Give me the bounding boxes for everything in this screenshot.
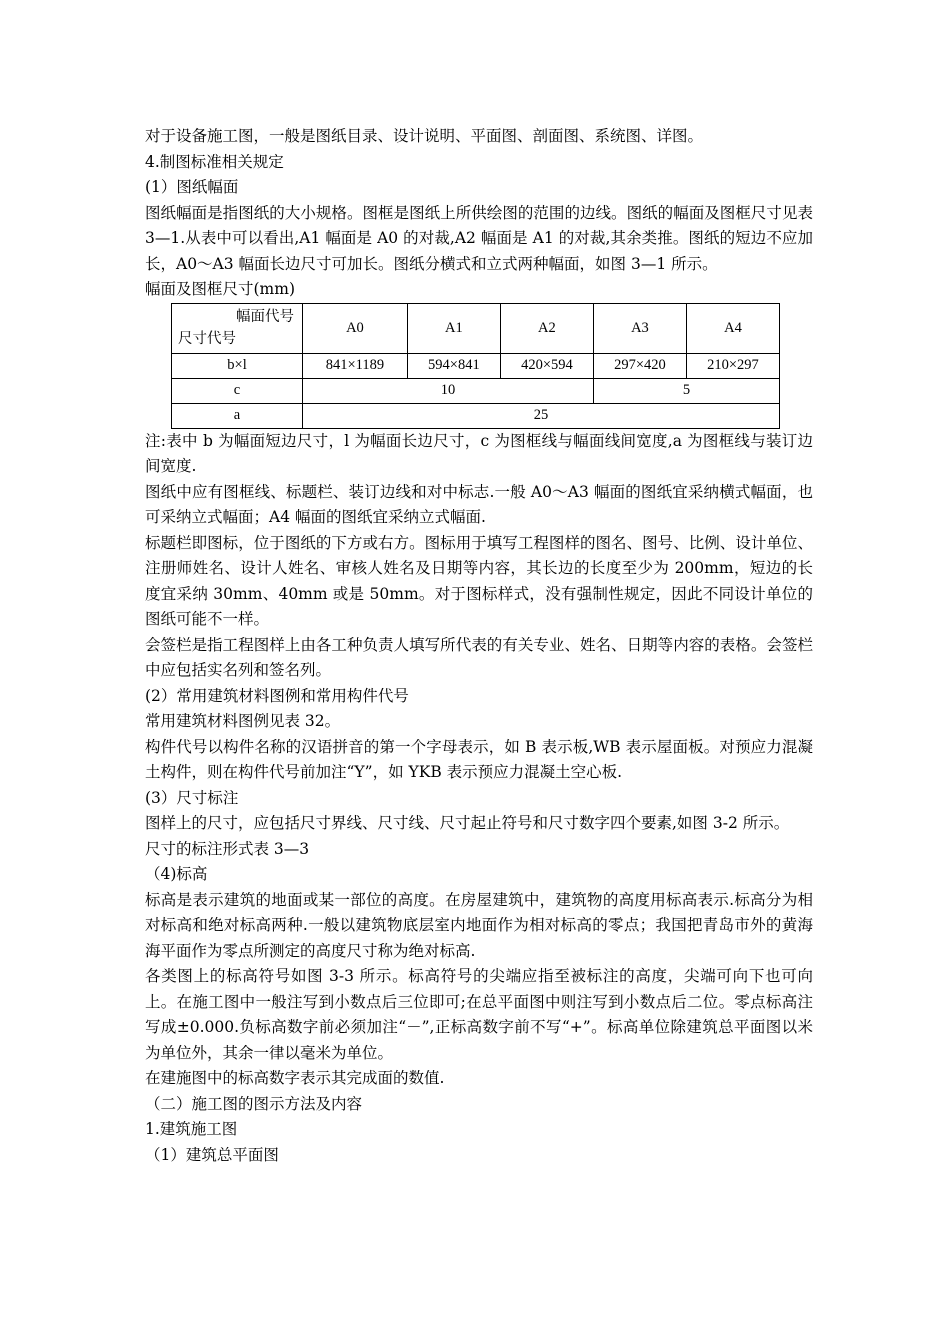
table-row [172,403,780,428]
table-corner-cell [172,303,303,353]
subsection-heading: （1）建筑总平面图 [145,1145,279,1164]
table-cell: 10 [303,378,594,403]
column-header: A2 [500,303,593,353]
paragraph: 会签栏是指工程图样上由各工种负责人填写所代表的有关专业、姓名、日期等内容的表格。会签栏中应包括实名列和签名列。 [145,635,813,679]
subsection-heading: (3）尺寸标注 [145,788,239,807]
section-heading: 4.制图标准相关规定 [145,152,284,171]
paragraph: 图纸幅面是指图纸的大小规格。图框是图纸上所供绘图的范围的边线。图纸的幅面及图框尺寸见表 3—1.从表中可以看出,A1 幅面是 A0 的对裁,A2 幅面是 A1 的对裁,其余类推。图纸的短边不应加长，A0～A3 幅面长边尺寸可加长。图纸分横式和立式两种幅面，如图 3—1 所示。 [145,203,813,273]
table-cell: 210×297 [686,353,779,378]
paragraph: 尺寸的标注形式表 3—3 [145,839,310,858]
corner-top-label: 幅面代号 [236,309,294,325]
table-row [172,353,780,378]
table-cell: 841×1189 [303,353,408,378]
paragraph: 标题栏即图标，位于图纸的下方或右方。图标用于填写工程图样的图名、图号、比例、设计单位、注册师姓名、设计人姓名、审核人姓名及日期等内容，其长边的长度至少为 200mm，短边的长度宜采纳 30mm、40mm 或是 50mm。对于图标样式，没有强制性规定，因此不同设计单位的图纸可能不一样。 [145,533,813,628]
paragraph: 常用建筑材料图例见表 32。 [145,712,341,730]
column-header: A0 [303,303,408,353]
paper-size-table [171,303,780,429]
column-header: A3 [593,303,686,353]
row-label: a [172,403,303,428]
paragraph: 对于设备施工图，一般是图纸目录、设计说明、平面图、剖面图、系统图、详图。 [145,127,704,145]
section-heading: 1.建筑施工图 [145,1120,238,1138]
paragraph: 标高是表示建筑的地面或某一部位的高度。在房屋建筑中，建筑物的高度用标高表示.标高分为相对标高和绝对标高两种.一般以建筑物底层室内地面作为相对标高的零点；我国把青岛市外的黄海海平面作为零点所测定的高度尺寸称为绝对标高. [145,890,813,960]
table-cell: 420×594 [500,353,593,378]
subsection-heading: （4)标高 [145,865,208,883]
table-row [172,378,780,403]
column-header: A1 [407,303,500,353]
column-header: A4 [686,303,779,353]
table-header-row [172,303,780,353]
document-page [145,124,813,1168]
table-cell: 5 [593,378,779,403]
subsection-heading: (1）图纸幅面 [145,178,239,196]
section-heading: （二）施工图的图示方法及内容 [145,1094,363,1113]
row-label: b×l [172,353,303,378]
table-cell: 297×420 [593,353,686,378]
table-cell: 594×841 [407,353,500,378]
row-label: c [172,378,303,403]
paragraph: 图样上的尺寸，应包括尺寸界线、尺寸线、尺寸起止符号和尺寸数字四个要素,如图 3-2 所示。 [145,814,790,832]
paragraph: 各类图上的标高符号如图 3-3 所示。标高符号的尖端应指至被标注的高度，尖端可向下也可向上。在施工图中一般注写到小数点后三位即可;在总平面图中则注写到小数点后二位。零点标高注写成±0.000.负标高数字前必须加注“－”,正标高数字前不写“+”。标高单位除建筑总平面图以米为单位外，其余一律以毫米为单位。 [145,967,813,1062]
table-caption: 幅面及图框尺寸(mm) [145,280,295,298]
paragraph: 构件代号以构件名称的汉语拼音的第一个字母表示，如 B 表示板,WB 表示屋面板。对预应力混凝土构件，则在构件代号前加注“Y”，如 YKB 表示预应力混凝土空心板. [145,737,813,781]
corner-bottom-label: 尺寸代号 [178,331,236,347]
table-cell: 25 [303,403,780,428]
paragraph: 在建施图中的标高数字表示其完成面的数值. [145,1069,445,1087]
subsection-heading: (2）常用建筑材料图例和常用构件代号 [145,686,409,705]
paragraph: 图纸中应有图框线、标题栏、装订边线和对中标志.一般 A0～A3 幅面的图纸宜采纳横式幅面，也可采纳立式幅面；A4 幅面的图纸宜采纳立式幅面. [145,482,813,526]
table-note: 注:表中 b 为幅面短边尺寸，l 为幅面长边尺寸，c 为图框线与幅面线间宽度,a 为图框线与装订边间宽度. [145,431,813,475]
